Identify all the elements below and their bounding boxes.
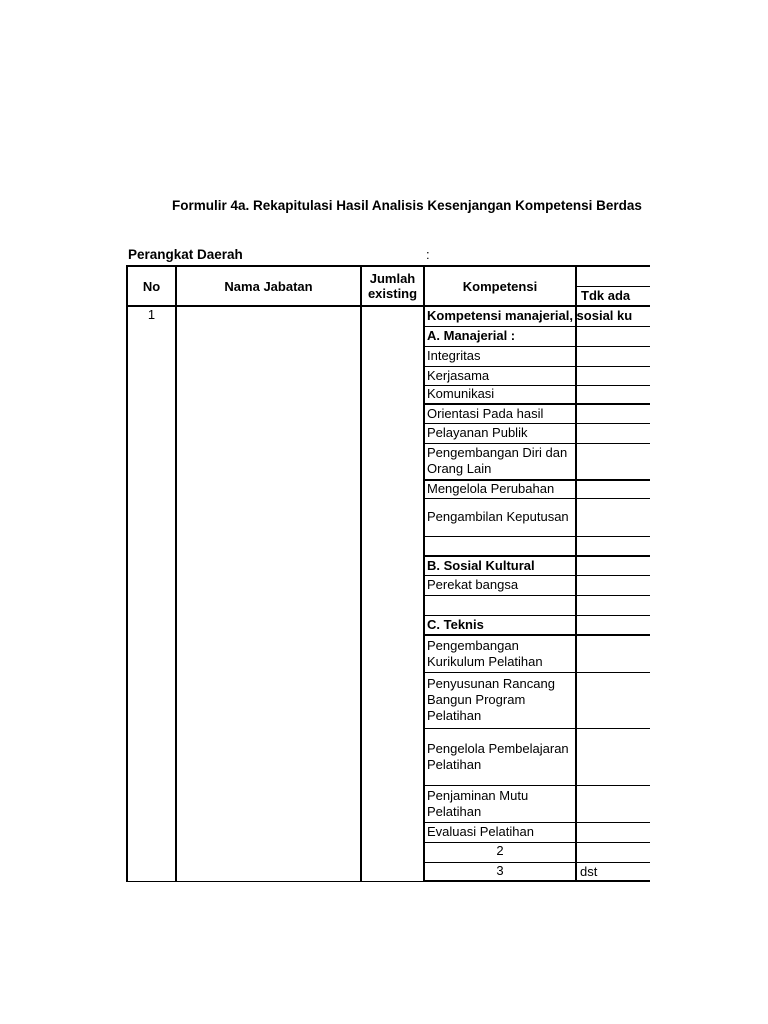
kompetensi-item: Pengelola Pembelajaran Pelatihan <box>424 728 576 785</box>
kompetensi-item: Integritas <box>424 346 576 366</box>
value-cell <box>576 480 650 498</box>
header-kompetensi: Kompetensi <box>424 266 576 306</box>
header-nama-jabatan: Nama Jabatan <box>176 266 361 306</box>
value-cell <box>576 615 650 635</box>
nama-jabatan-cell: dst <box>576 862 650 881</box>
value-cell <box>576 443 650 480</box>
header-no: No <box>127 266 176 306</box>
header-empty <box>576 266 650 286</box>
perangkat-daerah-colon: : <box>426 247 430 262</box>
value-cell <box>576 326 650 346</box>
value-cell <box>576 346 650 366</box>
table-row <box>127 306 650 326</box>
competency-table <box>126 265 650 882</box>
kompetensi-item: Pengembangan Diri dan Orang Lain <box>424 443 576 480</box>
row-number-3: 3 <box>424 862 576 881</box>
value-cell <box>576 498 650 536</box>
kompetensi-blank <box>424 595 576 615</box>
kompetensi-item: Komunikasi <box>424 385 576 404</box>
table-viewport <box>126 265 650 887</box>
value-cell <box>576 385 650 404</box>
value-cell <box>576 822 650 842</box>
value-cell <box>576 536 650 556</box>
kompetensi-item: Pelayanan Publik <box>424 423 576 443</box>
value-cell <box>576 404 650 423</box>
kompetensi-blank <box>424 536 576 556</box>
jumlah-existing-cell <box>361 306 424 881</box>
value-cell <box>576 595 650 615</box>
header-jumlah-existing: Jumlah existing <box>361 266 424 306</box>
value-cell <box>576 728 650 785</box>
kompetensi-item: Penjaminan Mutu Pelatihan <box>424 785 576 822</box>
form-title: Formulir 4a. Rekapitulasi Hasil Analisis Kesenjangan Kompetensi Berdas <box>172 198 642 213</box>
section-title: Kompetensi manajerial, sosial ku <box>424 306 576 326</box>
value-cell <box>576 672 650 728</box>
value-cell <box>576 785 650 822</box>
row-number-2: 2 <box>424 842 576 862</box>
kompetensi-item: Perekat bangsa <box>424 575 576 595</box>
teknis-heading: C. Teknis <box>424 615 576 635</box>
kompetensi-item: Penyusunan Rancang Bangun Program Pelatihan <box>424 672 576 728</box>
nama-jabatan-cell <box>176 306 361 881</box>
kompetensi-item: Orientasi Pada hasil <box>424 404 576 423</box>
kompetensi-item: Pengambilan Keputusan <box>424 498 576 536</box>
kompetensi-item: Evaluasi Pelatihan <box>424 822 576 842</box>
row-number-1: 1 <box>127 306 176 881</box>
nama-jabatan-cell <box>576 842 650 862</box>
sosial-kultural-heading: B. Sosial Kultural <box>424 556 576 575</box>
value-cell <box>576 366 650 385</box>
kompetensi-item: Mengelola Perubahan <box>424 480 576 498</box>
kompetensi-item: Kerjasama <box>424 366 576 385</box>
manajerial-heading: A. Manajerial : <box>424 326 576 346</box>
perangkat-daerah-label: Perangkat Daerah <box>128 247 243 262</box>
value-cell <box>576 556 650 575</box>
header-tdk-ada: Tdk ada <box>576 286 650 306</box>
kompetensi-item: Pengembangan Kurikulum Pelatihan <box>424 635 576 672</box>
value-cell <box>576 575 650 595</box>
value-cell <box>576 635 650 672</box>
value-cell <box>576 423 650 443</box>
